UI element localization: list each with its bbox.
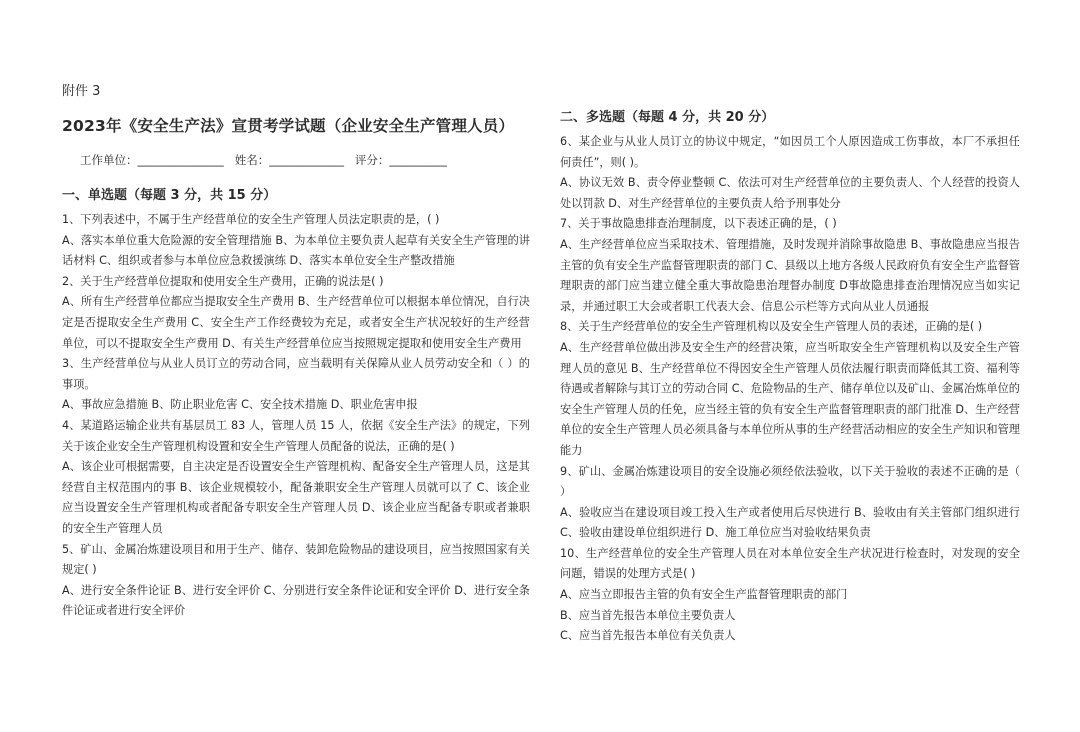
question-stem: 4、某道路运输企业共有基层员工 83 人，管理人员 15 人，依据《安全生产法》的规定，下列关于该企业安全生产管理机构设置和安全生产管理人员配备的说法，正确的是( ): [62, 418, 530, 453]
question-stem: 2、关于生产经营单位提取和使用安全生产费用，正确的说法是( ): [62, 274, 384, 288]
question-stem: 10、生产经营单位的安全生产管理人员在对本单位安全生产状况进行检查时，对发现的安全问题，错误的处理方式是( ): [560, 546, 1020, 581]
question-stem: 5、矿山、金属冶炼建设项目和用于生产、储存、装卸危险物品的建设项目，应当按照国家有关规定( ): [62, 542, 530, 577]
question-options: A、进行安全条件论证 B、进行安全评价 C、分别进行安全条件论证和安全评价 D、进行安全条件论证或者进行安全评价: [62, 583, 530, 618]
question-options: A、协议无效 B、责令停业整顿 C、依法可对生产经营单位的主要负责人、个人经营的投资人处以罚款 D、对生产经营单位的主要负责人给予刑事处分: [560, 176, 1020, 210]
info-line: 工作单位：_______________ 姓名：_____________ 评分：__________: [80, 153, 447, 167]
question-stem: 3、生产经营单位与从业人员订立的劳动合同，应当载明有关保障从业人员劳动安全和（ ）的事项。: [62, 357, 530, 391]
question-options: A、所有生产经营单位都应当提取安全生产费用 B、生产经营单位可以根据本单位情况，自行决定是否提取安全生产费用 C、安全生产工作经费较为充足，或者安全生产状况较好的生产经营单位，可以不提取安全生产费用 D、有关生产经营单位应当按照规定提取和使用安全生产费用: [62, 295, 530, 350]
section2-questions: [560, 132, 1020, 647]
question-stem: 1、下列表述中，不属于生产经营单位的安全生产管理人员法定职责的是，( ): [62, 213, 440, 226]
question-options: A、生产经营单位应当采取技术、管理措施，及时发现并消除事故隐患 B、事故隐患应当报告主管的负有安全生产监督管理职责的部门 C、县级以上地方各级人民政府负有安全生产监督管理职责的部门应当建立健全重大事故隐患治理督办制度 D事故隐患排查治理情况应当如实记录，并通过职工大会或者职工代表大会、信息公示栏等方式向从业人员通报: [560, 237, 1020, 313]
question-stem: 6、某企业与从业人员订立的协议中规定，“如因员工个人原因造成工伤事故，本厂不承担任何责任”，则( )。: [560, 135, 1020, 169]
question-options: A、应当立即报告主管的负有安全生产监督管理职责的部门 B、应当首先报告本单位主要负责人 C、应当首先报告本单位有关负责人: [560, 588, 848, 643]
question-options: A、生产经营单位做出涉及安全生产的经营决策，应当听取安全生产管理机构以及安全生产管理人员的意见 B、生产经营单位不得因安全生产管理人员依法履行职责而降低其工资、福利等待遇或者解除与其订立的劳动合同 C、危险物品的生产、储存单位以及矿山、金属冶炼单位的安全生产管理人员的任免，应当经主管的负有安全生产监督管理职责的部门批准 D、生产经营单位的安全生产管理人员必须具备与本单位所从事的生产经营活动相应的安全生产知识和管理能力: [560, 340, 1020, 457]
question-options: A、落实本单位重大危险源的安全管理措施 B、为本单位主要负责人起草有关安全生产管理的讲话材料 C、组织或者参与本单位应急救援演练 D、落实本单位安全生产整改措施: [62, 233, 530, 268]
section2-heading: 二、多选题（每题 4 分，共 20 分）: [560, 110, 775, 125]
exam-title: 2023年《安全生产法》宣贯考学试题（企业安全生产管理人员）: [62, 117, 515, 135]
question-options: A、该企业可根据需要，自主决定是否设置安全生产管理机构、配备安全生产管理人员，这是其经营自主权范围内的事 B、该企业规模较小，配备兼职安全生产管理人员就可以了 C、该企业应当设置安全生产管理机构或者配备专职安全生产管理人员 D、该企业应当配备专职或者兼职的安全生产管理人员: [62, 460, 530, 535]
question-stem: 9、矿山、金属冶炼建设项目的安全设施必须经依法验收，以下关于验收的表述不正确的是（ ）: [560, 464, 1020, 499]
question-options: A、事故应急措施 B、防止职业危害 C、安全技术措施 D、职业危害申报: [62, 398, 418, 412]
question-stem: 7、关于事故隐患排查治理制度，以下表述正确的是，( ): [560, 217, 837, 231]
section1-heading: 一、单选题（每题 3 分，共 15 分）: [62, 188, 277, 203]
question-stem: 8、关于生产经营单位的安全生产管理机构以及安全生产管理人员的表述，正确的是( ): [560, 320, 983, 334]
question-options: A、验收应当在建设项目竣工投入生产或者使用后尽快进行 B、验收由有关主管部门组织进行 C、验收由建设单位组织进行 D、施工单位应当对验收结果负责: [560, 505, 1020, 540]
annex-label: 附件 3: [62, 84, 101, 99]
section1-questions: [62, 210, 530, 622]
